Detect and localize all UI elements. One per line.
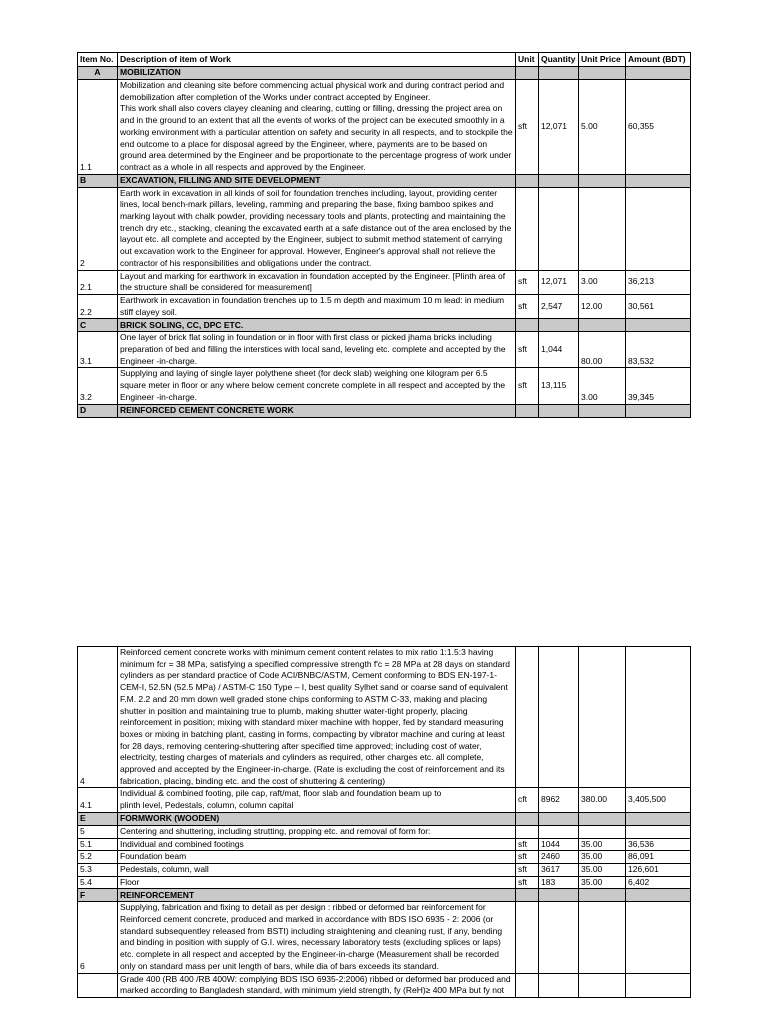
item-unit-price: 35.00 xyxy=(579,876,626,889)
section-row-e xyxy=(78,812,691,825)
section-no: C xyxy=(78,319,118,332)
item-no: 3.2 xyxy=(78,368,118,404)
item-no: 1.1 xyxy=(78,80,118,175)
table-row xyxy=(78,187,691,270)
item-unit: sft xyxy=(516,851,539,864)
item-amount: 126,601 xyxy=(626,863,691,876)
item-unit-price: 3.00 xyxy=(579,270,626,294)
item-no: 2.1 xyxy=(78,270,118,294)
item-quantity: 1,044 xyxy=(539,332,579,368)
section-no: E xyxy=(78,812,118,825)
item-description: Mobilization and cleaning site before commencing actual physical work and during contract period and demobilization after completion of the Works under contract accepted by Engineer. This work shall also covers clayey cleaning and clearing, cutting or filling, dressing the project area on and in the ground to an extent that all the events of works of the project can be executed smoothly in a working environment with a particular attention on safety and security in all respects, and to stockpile the end outcome to a place for disposal agreed by the Engineer, where, payments are to be based on ground area determined by the Engineer and be proportionate to the percentage progress of work under contract as a whole in all respects and approved by the Engineer. xyxy=(118,80,516,175)
item-amount: 6,402 xyxy=(626,876,691,889)
table-row xyxy=(78,294,691,318)
item-amount: 60,355 xyxy=(626,80,691,175)
item-amount: 39,345 xyxy=(626,368,691,404)
item-no: 5.4 xyxy=(78,876,118,889)
item-no: 2 xyxy=(78,187,118,270)
header-amount: Amount (BDT) xyxy=(626,53,691,67)
item-no: 6 xyxy=(78,902,118,973)
item-unit: sft xyxy=(516,876,539,889)
item-quantity: 12,071 xyxy=(539,270,579,294)
item-amount: 83,532 xyxy=(626,332,691,368)
item-quantity: 12,071 xyxy=(539,80,579,175)
item-description: Foundation beam xyxy=(118,851,516,864)
section-title: REINFORCEMENT xyxy=(118,889,516,902)
section-title: BRICK SOLING, CC, DPC ETC. xyxy=(118,319,516,332)
table-row xyxy=(78,863,691,876)
item-no: 5 xyxy=(78,825,118,838)
section-title: MOBILIZATION xyxy=(118,67,516,80)
item-unit: sft xyxy=(516,294,539,318)
item-unit-price: 35.00 xyxy=(579,863,626,876)
item-description: Layout and marking for earthwork in excavation in foundation accepted by the Engineer. [Plinth area of the structure shall be considered for measurement] xyxy=(118,270,516,294)
section-row-c xyxy=(78,319,691,332)
section-no: A xyxy=(78,67,118,80)
header-description: Description of item of Work xyxy=(118,53,516,67)
item-quantity: 2460 xyxy=(539,851,579,864)
table-row xyxy=(78,838,691,851)
section-row-a xyxy=(78,67,691,80)
item-description: Floor xyxy=(118,876,516,889)
table-row xyxy=(78,368,691,404)
section-title: EXCAVATION, FILLING AND SITE DEVELOPMENT xyxy=(118,174,516,187)
section-no: F xyxy=(78,889,118,902)
section-no: B xyxy=(78,174,118,187)
section-row-b xyxy=(78,174,691,187)
section-no: D xyxy=(78,404,118,417)
table-header-row xyxy=(78,53,691,67)
table-row xyxy=(78,851,691,864)
item-no: 2.2 xyxy=(78,294,118,318)
item-unit-price: 35.00 xyxy=(579,838,626,851)
item-description: Individual and combined footings xyxy=(118,838,516,851)
item-quantity: 3617 xyxy=(539,863,579,876)
section-title: FORMWORK (WOODEN) xyxy=(118,812,516,825)
item-no: 5.2 xyxy=(78,851,118,864)
item-unit-price: 12.00 xyxy=(579,294,626,318)
header-item-no: Item No. xyxy=(78,53,118,67)
item-quantity: 183 xyxy=(539,876,579,889)
item-description: Centering and shuttering, including strutting, propping etc. and removal of form for: xyxy=(118,825,516,838)
table-row xyxy=(78,788,691,812)
item-amount: 3,405,500 xyxy=(626,788,691,812)
item-unit: sft xyxy=(516,332,539,368)
item-quantity: 13,115 xyxy=(539,368,579,404)
item-unit-price: 380.00 xyxy=(579,788,626,812)
item-description: Supplying and laying of single layer polythene sheet (for deck slab) weighing one kilogram per 6.5 square meter in floor or any where below cement concrete complete in all respect and accepted by the Engineer -in-charge. xyxy=(118,368,516,404)
item-amount: 30,561 xyxy=(626,294,691,318)
item-unit: sft xyxy=(516,368,539,404)
table-row xyxy=(78,825,691,838)
item-quantity: 8962 xyxy=(539,788,579,812)
item-quantity: 2,547 xyxy=(539,294,579,318)
table-row xyxy=(78,80,691,175)
section-title: REINFORCED CEMENT CONCRETE WORK xyxy=(118,404,516,417)
item-unit-price: 3.00 xyxy=(579,368,626,404)
item-amount: 36,213 xyxy=(626,270,691,294)
table-row xyxy=(78,902,691,973)
item-description: Earth work in excavation in all kinds of soil for foundation trenches including, layout, providing center lines, local bench-mark pillars, leveling, ramming and preparing the base, fixing bamboo spikes and marking layout with chalk powder, providing necessary tools and plants, protecting and maintaining the trench dry etc., stacking, cleaning the excavated earth at a safe distance out of the area enclosed by the layout etc. all complete and accepted by the Engineer, subject to submit method statement of carrying out excavation work to the Engineer for approval. However, Engineer's approval shall not relieve the contractor of his responsibilities and obligations under the contract. xyxy=(118,187,516,270)
header-unit: Unit xyxy=(516,53,539,67)
item-unit: sft xyxy=(516,80,539,175)
item-unit: sft xyxy=(516,838,539,851)
item-no: 3.1 xyxy=(78,332,118,368)
header-quantity: Quantity xyxy=(539,53,579,67)
section-row-d xyxy=(78,404,691,417)
table-row xyxy=(78,973,691,997)
item-unit: sft xyxy=(516,270,539,294)
item-no: 4.1 xyxy=(78,788,118,812)
item-unit-price: 80.00 xyxy=(579,332,626,368)
item-unit-price: 5.00 xyxy=(579,80,626,175)
item-no: 5.1 xyxy=(78,838,118,851)
item-no: 4 xyxy=(78,647,118,788)
item-unit: cft xyxy=(516,788,539,812)
item-description: Grade 400 (RB 400 /RB 400W: complying BDS ISO 6935-2:2006) ribbed or deformed bar produced and marked according to Bangladesh standard, with minimum yield strength, fy (ReH)≥ 400 MPa but fy not xyxy=(118,973,516,997)
item-unit-price: 35.00 xyxy=(579,851,626,864)
boq-table-lower xyxy=(77,646,691,998)
section-row-f xyxy=(78,889,691,902)
item-quantity: 1044 xyxy=(539,838,579,851)
item-description: Earthwork in excavation in foundation trenches up to 1.5 m depth and maximum 10 m lead: in medium stiff clayey soil. xyxy=(118,294,516,318)
item-no: 5.3 xyxy=(78,863,118,876)
item-description: Pedestals, column, wall xyxy=(118,863,516,876)
item-description: Supplying, fabrication and fixing to detail as per design : ribbed or deformed bar reinforcement for Reinforced cement concrete, produced and marked in accordance with BDS ISO 6935 - 2: 2006 (or standard subsequentley released from BSTI) including straightening and cleaning rust, if any, bending and binding in position with supply of G.I. wires, necessary laboratory tests (excluding splices or laps) etc. complete in all respect and accepted by the Engineer-in-charge (Measurement shall be recorded only on standard mass per unit length of bars, while dia of bars exceeds its standard. xyxy=(118,902,516,973)
item-unit: sft xyxy=(516,863,539,876)
item-amount: 36,536 xyxy=(626,838,691,851)
boq-table-upper xyxy=(77,52,691,418)
table-row xyxy=(78,647,691,788)
table-row xyxy=(78,332,691,368)
item-amount: 86,091 xyxy=(626,851,691,864)
table-row xyxy=(78,876,691,889)
item-description: Reinforced cement concrete works with minimum cement content relates to mix ratio 1:1.5:3 having minimum fcr = 38 MPa, satisfying a specified compressive strength f'c = 28 MPa at 28 days on standard cylinders as per standard practice of Code ACI/BNBC/ASTM, Cement conforming to BDS EN-197-1-CEM-I, 52.5N (52.5 MPa) / ASTM-C 150 Type – I, best quality Sylhet sand or coarse sand of equivalent F.M. 2.2 and 20 mm down well graded stone chips conforming to ASTM C-33, making and placing shutter in position and maintaining true to plumb, making shutter water-tight properly, placing reinforcement in position; mixing with standard mixer machine with hopper, fed by standard measuring boxes or mixing in batching plant, casting in forms, compacting by vibrator machine and curing at least for 28 days, removing centering-shuttering after specified time approved; including cost of water, electricity, testing charges of materials and cylinders as required, other charges etc. all complete, approved and accepted by the Engineer-in-charge. (Rate is excluding the cost of reinforcement and its fabrication, placing, binding etc. and the cost of shuttering & centering) xyxy=(118,647,516,788)
header-unit-price: Unit Price xyxy=(579,53,626,67)
item-description: Individual & combined footing, pile cap, raft/mat, floor slab and foundation beam up to plinth level, Pedestals, column, column capital xyxy=(118,788,516,812)
table-row xyxy=(78,270,691,294)
item-description: One layer of brick flat soling in foundation or in floor with first class or picked jhama bricks including preparation of bed and filling the interstices with local sand, leveling etc. complete and accepted by the Engineer -in-charge. xyxy=(118,332,516,368)
